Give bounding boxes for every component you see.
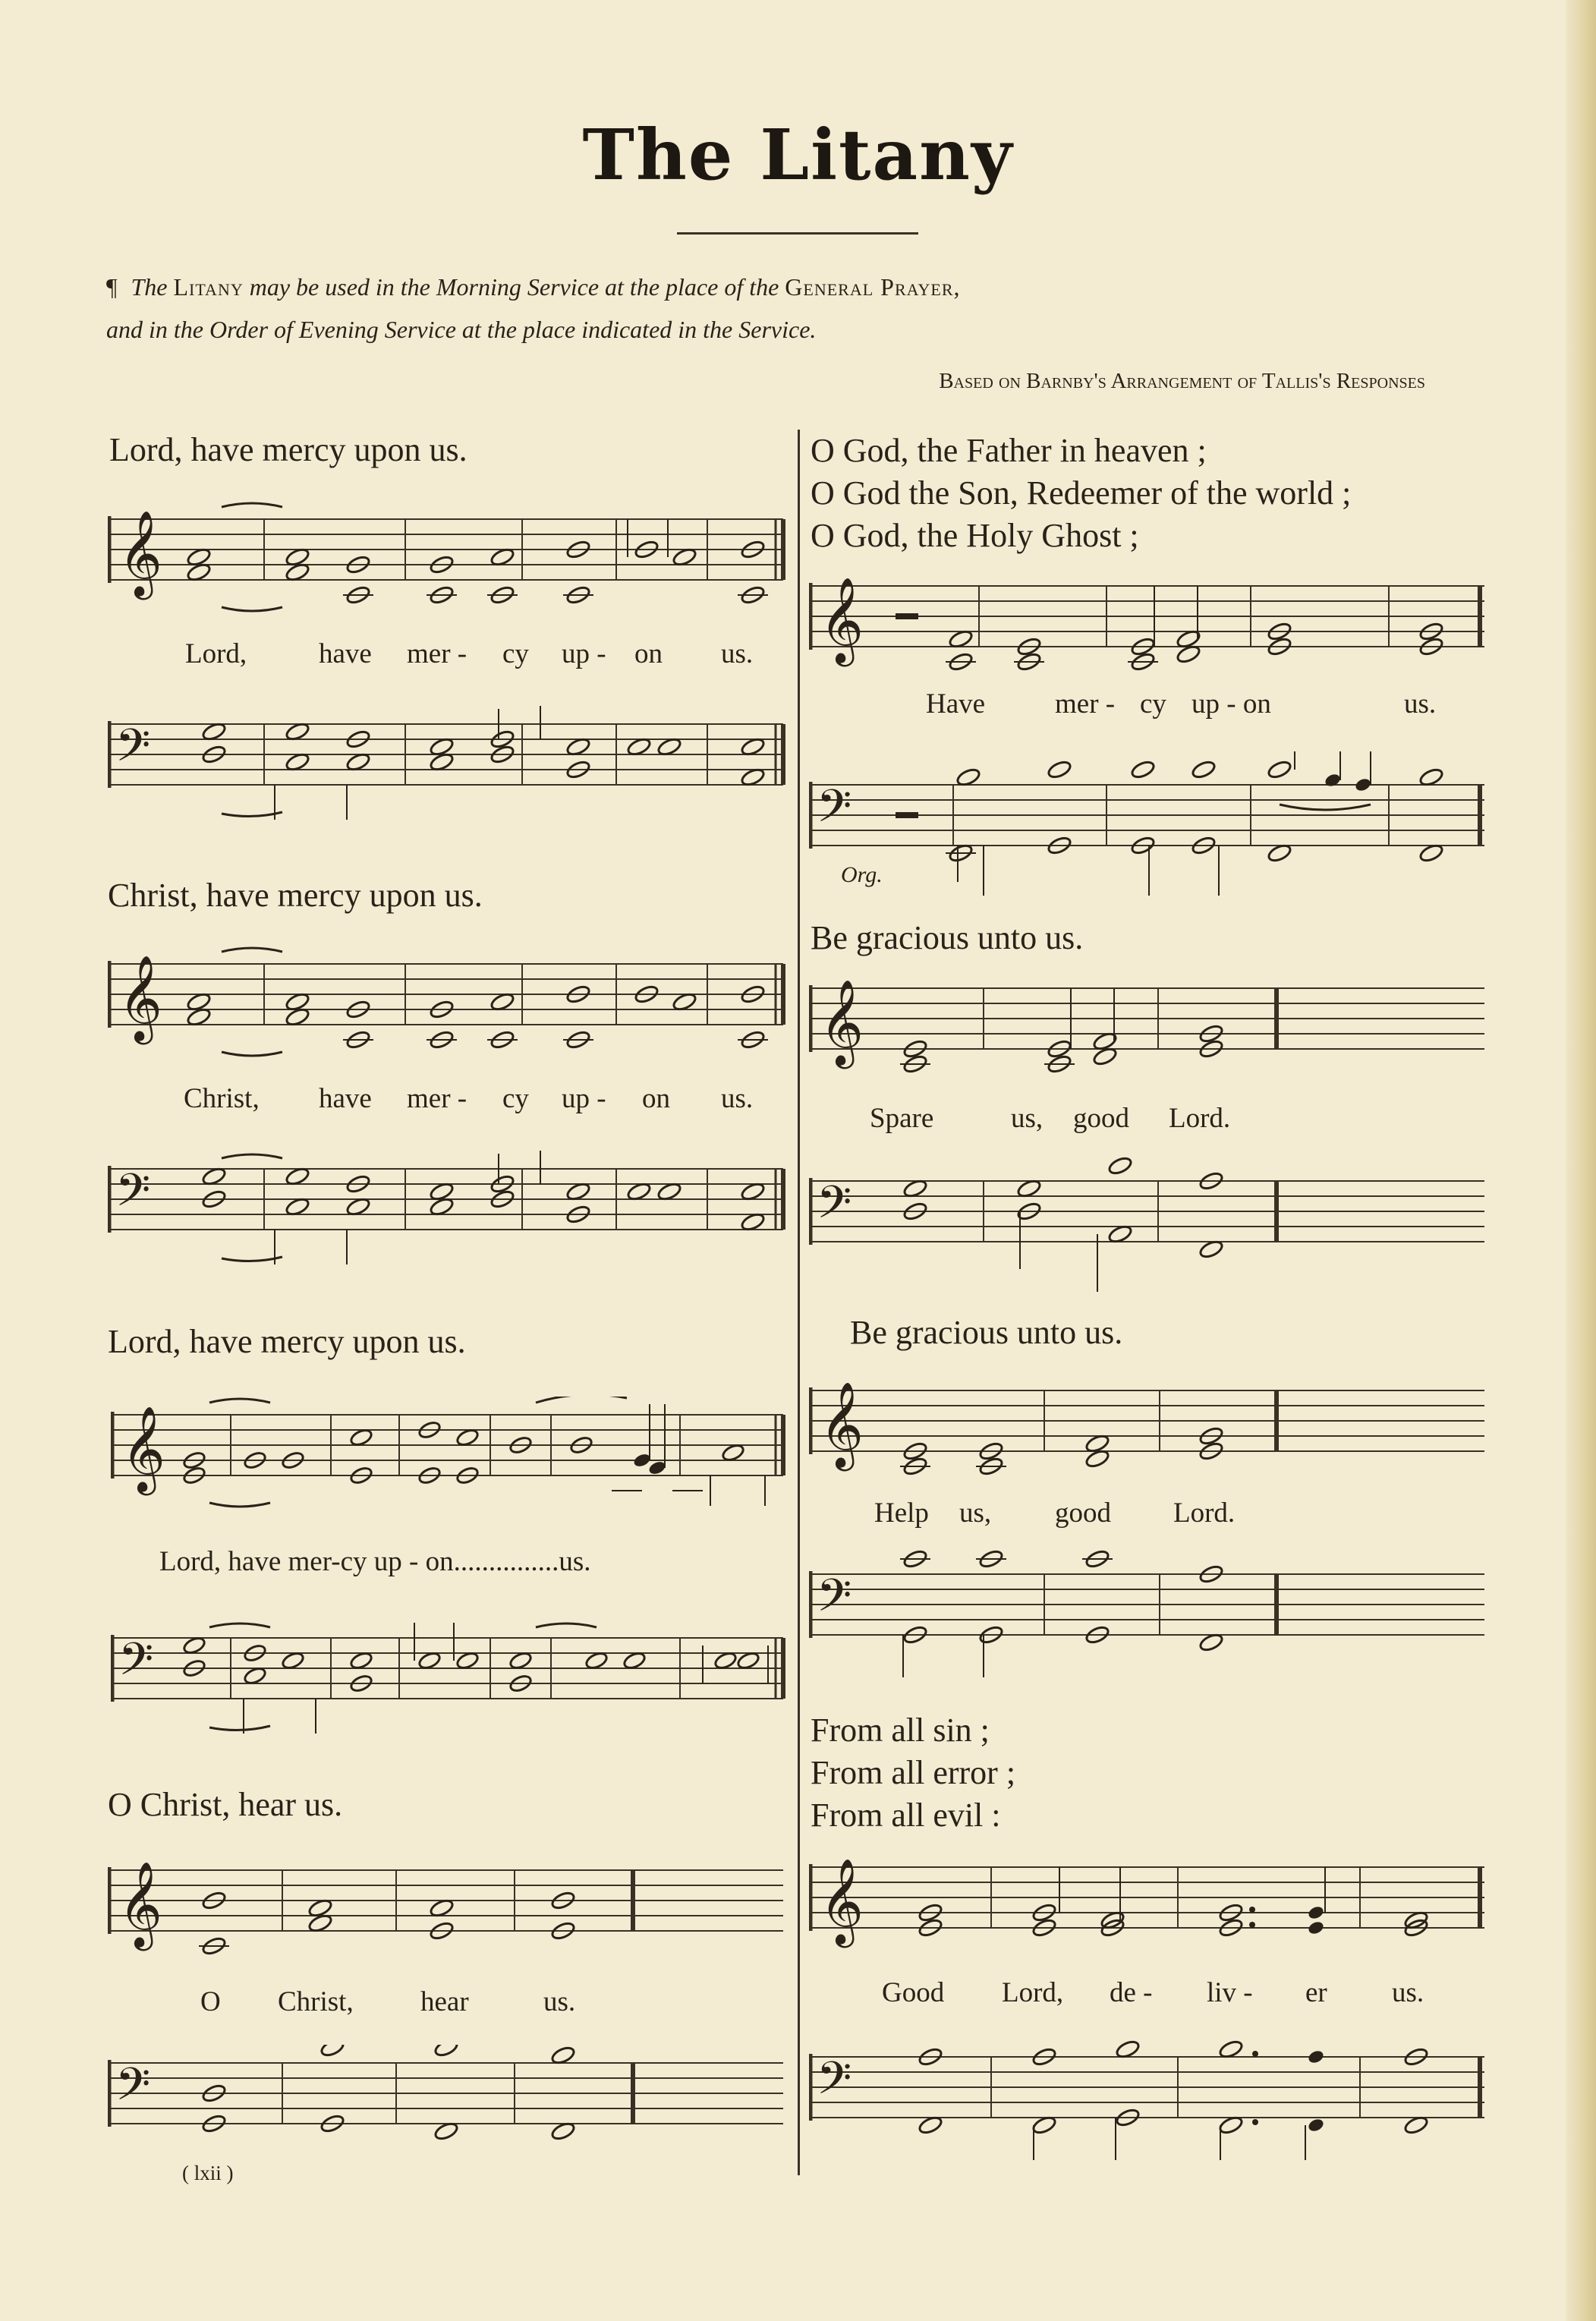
bass-staff <box>809 2031 1492 2175</box>
column-divider <box>798 430 800 2175</box>
lyric-syllable: Lord. <box>1173 1497 1236 1529</box>
lyric-syllable: Spare <box>870 1103 934 1134</box>
treble-staff <box>108 946 791 1067</box>
bass-staff <box>108 706 791 827</box>
lyric-syllable: Lord, <box>1002 1977 1064 2008</box>
lyric-syllable: mer - <box>407 638 467 669</box>
svg-text:𝄢: 𝄢 <box>817 2052 852 2115</box>
svg-text:𝄞: 𝄞 <box>118 1861 162 1948</box>
organ-label: Org. <box>841 862 883 887</box>
svg-text:𝄢: 𝄢 <box>817 1176 852 1239</box>
attribution: Based on Barnby's Arrangement of Tallis's Responses <box>939 369 1425 393</box>
svg-text:𝄢: 𝄢 <box>115 1164 151 1227</box>
lyric-syllable: er <box>1305 1977 1327 2008</box>
svg-text:𝄢: 𝄢 <box>115 2058 151 2121</box>
treble-staff <box>111 1397 794 1526</box>
treble-staff <box>108 501 791 622</box>
svg-text:𝄢: 𝄢 <box>118 1633 154 1696</box>
versicle-heading: Christ, have mercy upon us. <box>108 877 483 914</box>
lyric-syllable: us. <box>1404 688 1437 720</box>
versicle-heading-line: From all sin ; <box>811 1712 990 1749</box>
lyric-syllable: up - <box>562 638 606 669</box>
bass-staff <box>809 1155 1492 1299</box>
lyric-syllable: Christ, <box>184 1083 260 1114</box>
lyric-syllable: hear <box>420 1986 469 2017</box>
lyric-syllable: us, <box>1011 1103 1044 1134</box>
lyric-syllable: us. <box>1392 1977 1424 2008</box>
lyric-syllable: have <box>319 638 372 669</box>
page-edge <box>1566 0 1596 2321</box>
svg-text:𝄞: 𝄞 <box>820 577 864 663</box>
lyric-syllable: Have <box>926 688 986 720</box>
lyric-syllable: up - <box>562 1083 606 1114</box>
rubric-litany: Litany <box>173 273 244 301</box>
lyric-syllable: Good <box>882 1977 945 2008</box>
rubric-line-2: and in the Order of Evening Service at the place indicated in the Service. <box>106 316 817 343</box>
lyric-syllable: Lord. <box>1169 1103 1231 1134</box>
lyric-line: Lord, have mer-cy up - on...............us. <box>159 1546 591 1577</box>
rubric-the: The <box>131 273 168 301</box>
treble-staff <box>809 568 1492 697</box>
lyric-syllable: O <box>200 1986 221 2017</box>
svg-text:𝄞: 𝄞 <box>118 955 162 1041</box>
page-title: The Litany <box>582 114 1014 196</box>
lyric-syllable: have <box>319 1083 372 1114</box>
bass-staff <box>809 1541 1492 1693</box>
treble-staff <box>809 970 1492 1091</box>
svg-text:𝄞: 𝄞 <box>118 510 162 597</box>
svg-text:𝄞: 𝄞 <box>820 1858 864 1945</box>
versicle-heading: O Christ, hear us. <box>108 1786 343 1823</box>
rubric-general-prayer: General Prayer, <box>785 273 961 301</box>
lyric-syllable: cy <box>502 1083 529 1114</box>
lyric-syllable: mer - <box>407 1083 467 1114</box>
bass-staff <box>108 1151 791 1272</box>
svg-text:𝄞: 𝄞 <box>121 1406 165 1492</box>
lyric-syllable: on <box>634 638 663 669</box>
treble-staff <box>809 1372 1492 1494</box>
lyric-syllable: Christ, <box>278 1986 354 2017</box>
svg-text:𝄞: 𝄞 <box>820 1381 864 1468</box>
lyric-syllable: us. <box>721 1083 754 1114</box>
bass-staff <box>111 1620 794 1741</box>
rubric-text-1: may be used in the Morning Service at the place of the <box>249 273 779 301</box>
svg-text:𝄞: 𝄞 <box>820 979 864 1066</box>
rubric <box>106 266 1487 351</box>
versicle-heading: Be gracious unto us. <box>811 919 1084 956</box>
svg-text:𝄢: 𝄢 <box>817 1569 852 1633</box>
title-rule <box>677 232 918 235</box>
versicle-heading-line: O God the Son, Redeemer of the world ; <box>811 474 1352 512</box>
versicle-heading-line: O God, the Holy Ghost ; <box>811 517 1139 554</box>
treble-staff <box>809 1849 1492 1970</box>
lyric-syllable: up - on <box>1191 688 1271 720</box>
svg-text:𝄢: 𝄢 <box>817 779 852 843</box>
versicle-heading: Be gracious unto us. <box>850 1314 1123 1351</box>
versicle-heading-line: From all error ; <box>811 1754 1016 1791</box>
pilcrow: ¶ <box>106 273 118 301</box>
lyric-syllable: us. <box>543 1986 576 2017</box>
lyric-syllable: good <box>1055 1497 1111 1529</box>
rubric-line-1 <box>106 266 1487 308</box>
page-number: ( lxii ) <box>182 2162 234 2184</box>
lyric-syllable: Help <box>874 1497 929 1529</box>
lyric-syllable: liv - <box>1207 1977 1253 2008</box>
lyric-syllable: de - <box>1110 1977 1153 2008</box>
versicle-heading-line: From all evil : <box>811 1797 1001 1834</box>
versicle-heading-line: O God, the Father in heaven ; <box>811 432 1207 469</box>
lyric-syllable: cy <box>502 638 529 669</box>
lyric-syllable: Lord, <box>185 638 247 669</box>
svg-text:𝄢: 𝄢 <box>115 719 151 783</box>
lyric-syllable: cy <box>1140 688 1166 720</box>
lyric-syllable: us, <box>959 1497 992 1529</box>
lyric-syllable: us. <box>721 638 754 669</box>
versicle-heading: Lord, have mercy upon us. <box>108 1323 466 1360</box>
treble-staff <box>108 1852 791 1973</box>
bass-staff <box>108 2045 791 2159</box>
lyric-syllable: mer - <box>1055 688 1116 720</box>
lyric-syllable: good <box>1073 1103 1129 1134</box>
lyric-syllable: on <box>642 1083 670 1114</box>
versicle-heading: Lord, have mercy upon us. <box>109 431 467 468</box>
bass-staff <box>809 751 1492 903</box>
